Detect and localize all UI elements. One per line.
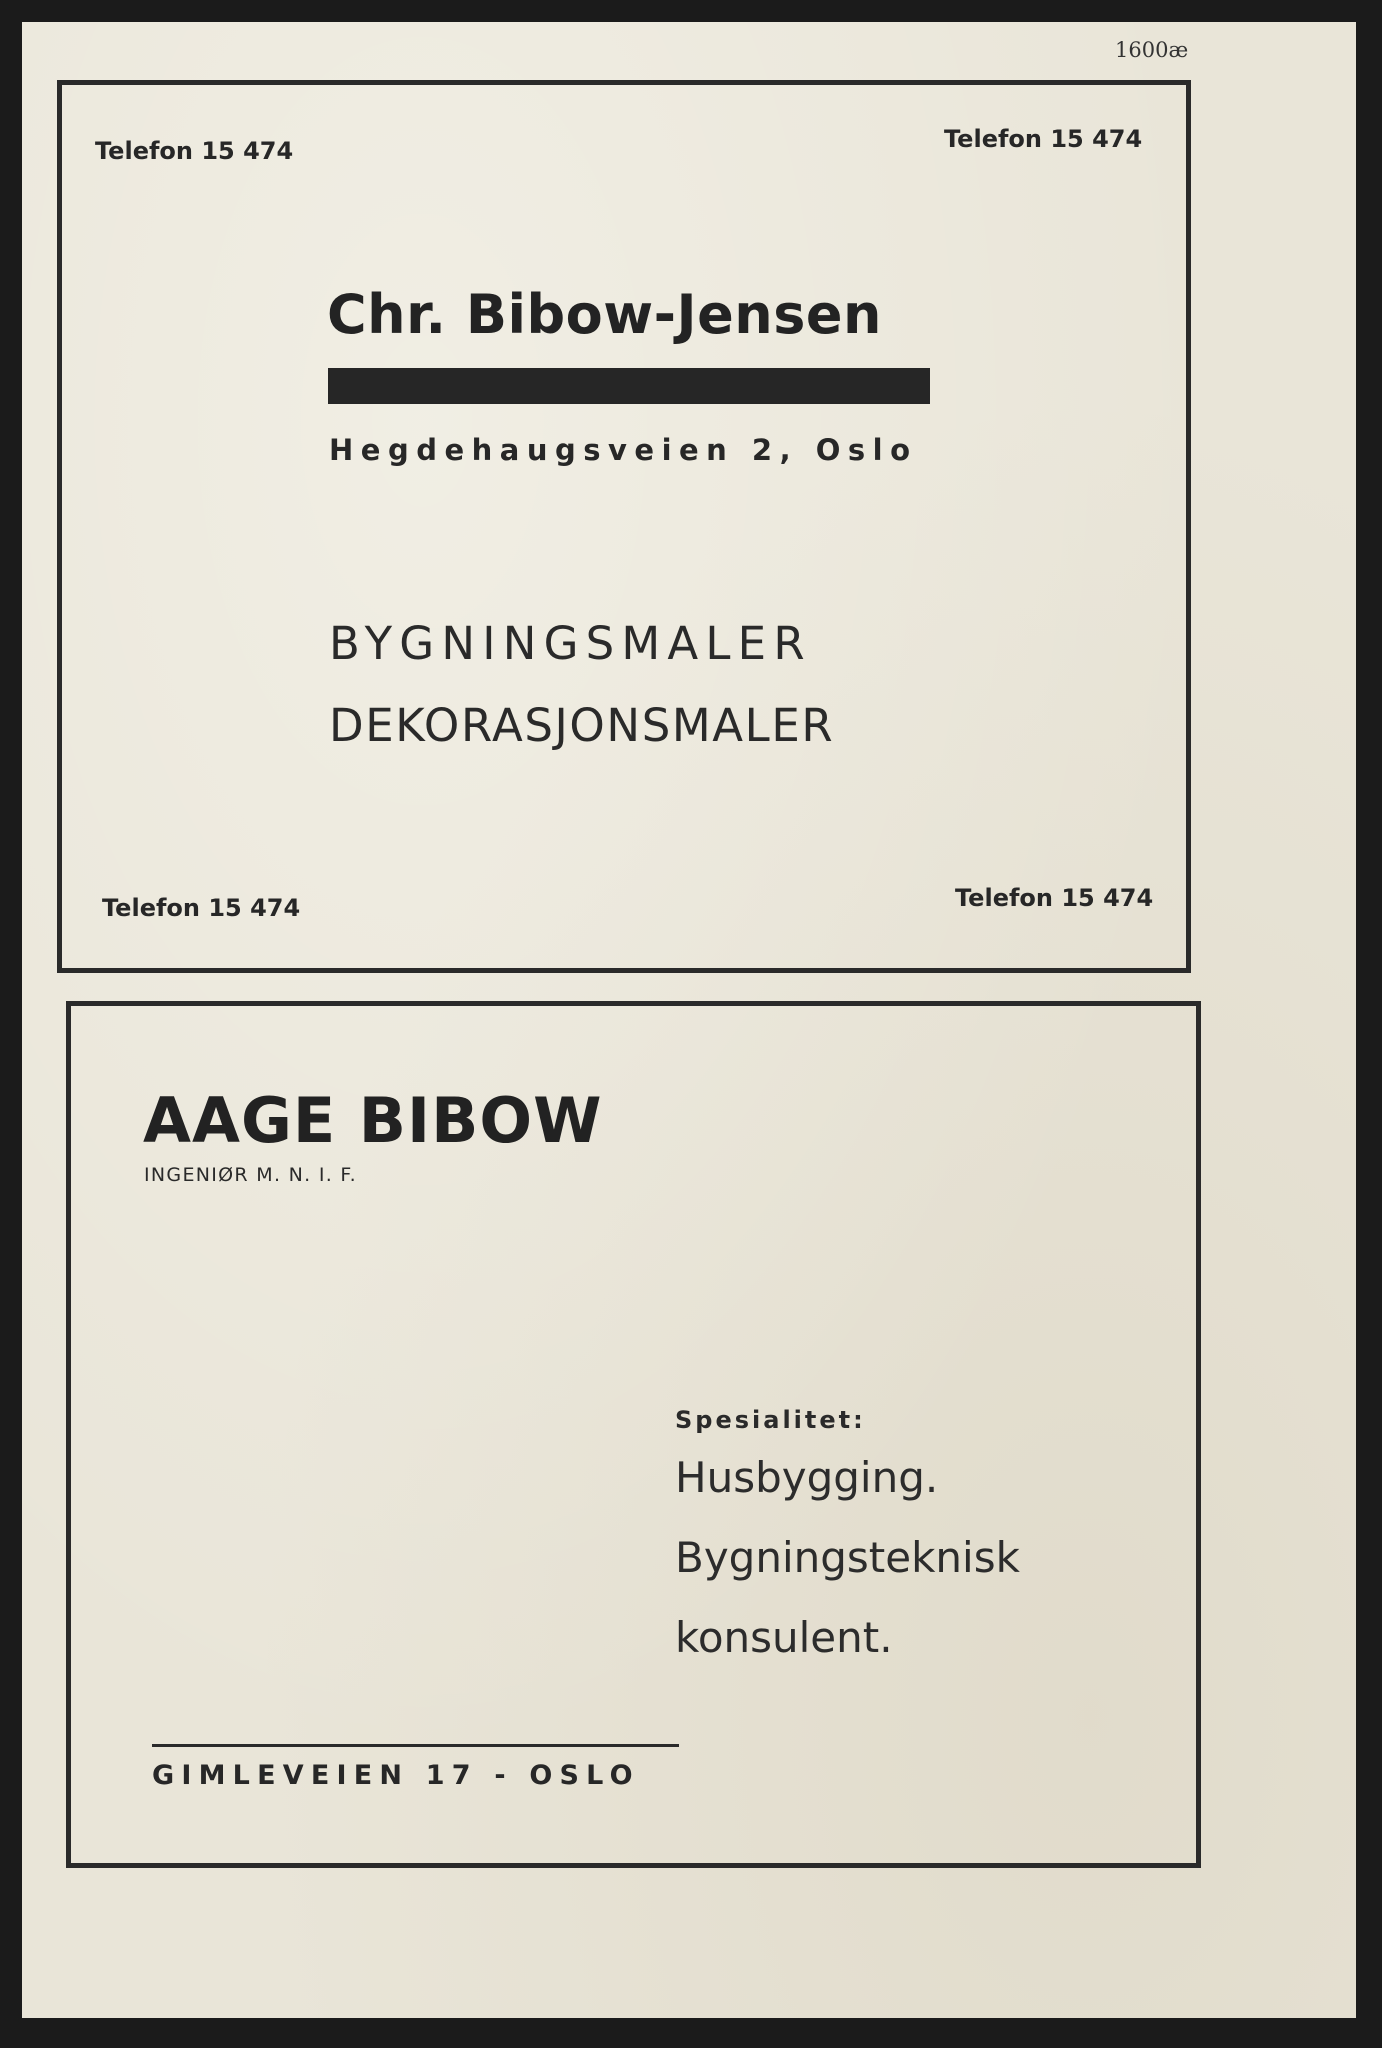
page-number: 1600æ xyxy=(1115,38,1189,62)
company-name: Chr. Bibow-Jensen xyxy=(327,283,882,346)
trade-line-1: BYGNINGSMALER xyxy=(329,617,812,670)
phone-bottom-left: Telefon 15 474 xyxy=(102,894,301,922)
specialty-item: Husbygging. xyxy=(675,1453,939,1502)
phone-top-left: Telefon 15 474 xyxy=(95,137,294,165)
trade-line-2: DEKORASJONSMALER xyxy=(329,699,835,752)
professional-title: INGENIØR M. N. I. F. xyxy=(144,1164,357,1186)
specialty-item: Bygningsteknisk xyxy=(675,1533,1020,1582)
title-bar xyxy=(328,368,930,404)
phone-top-right: Telefon 15 474 xyxy=(944,125,1143,153)
specialty-item: konsulent. xyxy=(675,1613,893,1662)
company-address: GIMLEVEIEN 17 - OSLO xyxy=(152,1760,640,1791)
company-address: Hegdehaugsveien 2, Oslo xyxy=(329,433,918,467)
company-name: AAGE BIBOW xyxy=(143,1084,603,1157)
address-rule xyxy=(152,1744,679,1747)
specialty-label: Spesialitet: xyxy=(675,1406,866,1434)
ad-bibow-jensen xyxy=(57,80,1191,973)
phone-bottom-right: Telefon 15 474 xyxy=(955,884,1154,912)
ad-aage-bibow xyxy=(66,1001,1201,1868)
